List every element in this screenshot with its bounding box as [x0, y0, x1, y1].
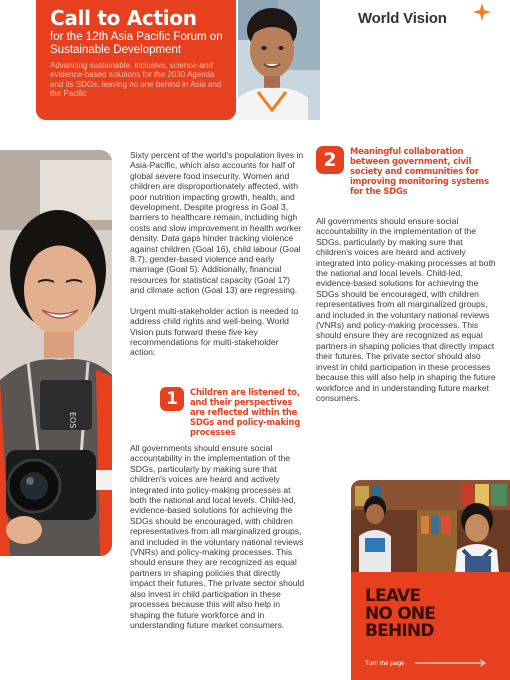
- svg-text:EOS: EOS: [68, 412, 77, 429]
- recommendation-2-title: Meaningful collaboration between government, civil society and communities for improving monitoring systems for the SDGs: [350, 146, 489, 196]
- recommendation-1-title: Children are listened to, and their perspectives are reflected within the SDGs and policy-making processes: [190, 387, 301, 437]
- intro-paragraph: Sixty percent of the world's population lives in Asia-Pacific, which also accounts for half of global severe food insecurity. Women and children are disproportionately affected, with poor nutrition impacting growth, health, and development. Despite progress in Goal 3, barriers to healthcare remain, including high costs and slow improvement in health worker density. Data gaps hinder tracking violence against children (Goal 16), child labour (Goal 8.7), gender-based violence and early marriage (Goal 5). Additionally, financial resources for statistical capacity (Goal 17) and climate action (Goal 13) are regressing.: [130, 150, 304, 296]
- recommendation-1-number: 1: [160, 387, 184, 411]
- header-banner: [36, 0, 236, 120]
- recommendation-1-body: [130, 443, 305, 640]
- photo-boy: [238, 0, 320, 120]
- right-column: [316, 216, 496, 413]
- star-icon: [472, 2, 492, 22]
- logo-text: World Vision: [358, 10, 447, 27]
- recommendation-2-number: 2: [316, 146, 344, 174]
- cta-title-line-3: BEHIND: [365, 621, 434, 641]
- photo-kids: [351, 480, 510, 574]
- page-title: Call to Action: [50, 6, 197, 30]
- turn-the-page-link[interactable]: [365, 659, 487, 667]
- page-description: Advancing sustainable, inclusive, science-and evidence-based solutions for the 2030 Agenda and its SDGs, leaving no one behind in Asia and the Pacific: [50, 61, 222, 99]
- urgent-action-paragraph: Urgent multi-stakeholder action is needed to address child rights and well-being. World Vision puts forward these five key recommendations for multi-stakeholder action:: [130, 305, 299, 358]
- boy-illustration: [238, 0, 320, 120]
- cta-title-line-2: NO ONE: [365, 603, 436, 624]
- recommendation-2-paragraph: All governments should ensure social accountability in the implementation of the SDGs, particularly by making sure that children's voices are heard and actively integrated into policy-making processes at both the national and local levels. Child-led, evidence-based solutions for achieving the SDGs should be encouraged, with children representatives from all marginalized groups, and included in the voluntary national reviews (VNRs) and policy-making processes. This should ensure they are recognized as equal partners in shaping policies that directly impact their futures. The private sector should also invest in child participation in these processes because this will also help in shaping the future workforce and in understanding future market consumers.: [316, 216, 496, 403]
- photo-girl: [0, 150, 112, 556]
- left-column: [130, 150, 305, 368]
- world-vision-logo: [358, 2, 498, 32]
- arrow-right-icon: [415, 659, 487, 667]
- cta-title-line-1: LEAVE: [365, 586, 421, 606]
- recommendation-1-heading: [160, 387, 306, 437]
- leave-no-one-behind-box: [351, 572, 510, 680]
- kids-illustration: [351, 480, 510, 574]
- girl-illustration: [0, 150, 112, 556]
- page-subtitle: for the 12th Asia Pacific Forum on Sustainable Development: [50, 31, 223, 56]
- turn-the-page-label: Turn the page: [365, 659, 405, 667]
- recommendation-2-heading: [316, 146, 496, 196]
- recommendation-1-paragraph: All governments should ensure social accountability in the implementation of the SDGs, particularly by making sure that children's voices are heard and actively integrated into policy-making processes at both the national and local levels. Child-led, evidence-based solutions for achieving the SDGs should be encouraged, with children representatives from all marginalized groups, and included in the voluntary national reviews (VNRs) and policy-making processes. This should ensure they are recognized as equal partners in shaping policies that directly impact their futures. The private sector should also invest in child participation in these processes because this will also help in shaping the future workforce and in understanding future market consumers.: [130, 443, 305, 630]
